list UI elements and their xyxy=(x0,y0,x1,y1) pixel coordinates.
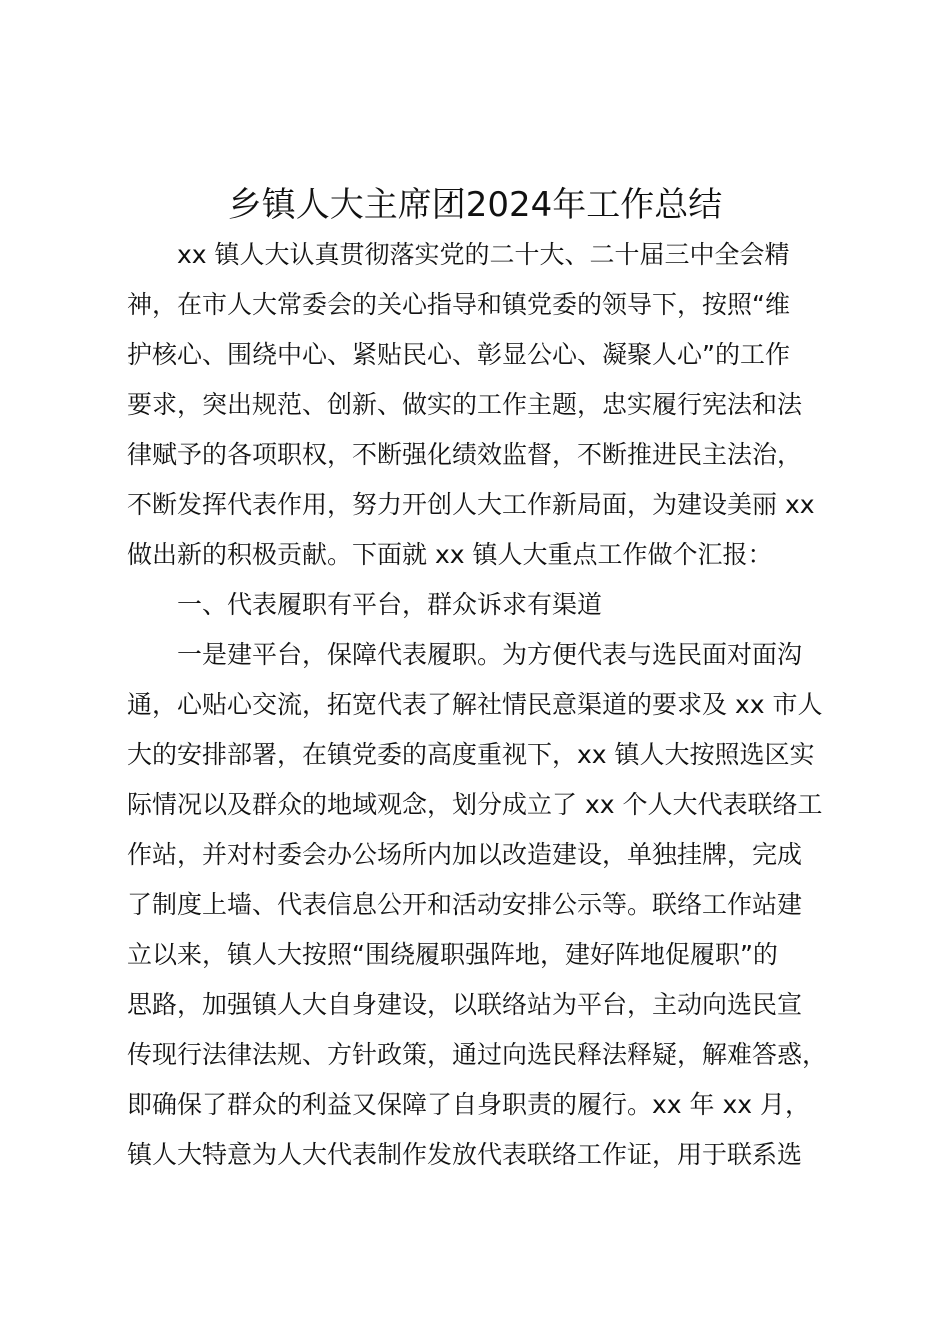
paragraph-line: 了制度上墙、代表信息公开和活动安排公示等。联络工作站建 xyxy=(127,890,803,919)
paragraph-line: xx 镇人大认真贯彻落实党的二十大、二十届三中全会精 xyxy=(177,240,790,269)
paragraph-line: 大的安排部署，在镇党委的高度重视下，xx 镇人大按照选区实 xyxy=(127,740,815,769)
paragraph-line: 做出新的积极贡献。下面就 xx 镇人大重点工作做个汇报： xyxy=(127,540,773,569)
paragraph-line: 立以来，镇人大按照“围绕履职强阵地，建好阵地促履职”的 xyxy=(127,940,778,969)
paragraph-line: 即确保了群众的利益又保障了自身职责的履行。xx 年 xx 月， xyxy=(127,1090,811,1119)
paragraph-line: 护核心、围绕中心、紧贴民心、彰显公心、凝聚人心”的工作 xyxy=(127,340,790,369)
paragraph-line: 传现行法律法规、方针政策，通过向选民释法释疑，解难答惑， xyxy=(127,1040,828,1069)
paragraph-line: 际情况以及群众的地域观念，划分成立了 xx 个人大代表联络工 xyxy=(127,790,823,819)
paragraph-line: 要求，突出规范、创新、做实的工作主题，忠实履行宪法和法 xyxy=(127,390,803,419)
paragraph-line: 思路，加强镇人大自身建设，以联络站为平台，主动向选民宣 xyxy=(127,990,803,1019)
paragraph-line: 不断发挥代表作用，努力开创人大工作新局面，为建设美丽 xx xyxy=(127,490,815,519)
paragraph-line: 镇人大特意为人大代表制作发放代表联络工作证，用于联系选 xyxy=(127,1140,803,1169)
section-heading: 一、代表履职有平台，群众诉求有渠道 xyxy=(177,590,603,619)
document-title: 乡镇人大主席团2024年工作总结 xyxy=(227,185,723,225)
paragraph-line: 神，在市人大常委会的关心指导和镇党委的领导下，按照“维 xyxy=(127,290,790,319)
paragraph-line: 通，心贴心交流，拓宽代表了解社情民意渠道的要求及 xx 市人 xyxy=(127,690,823,719)
paragraph-line: 一是建平台，保障代表履职。为方便代表与选民面对面沟 xyxy=(177,640,803,669)
paragraph-line: 律赋予的各项职权，不断强化绩效监督，不断推进民主法治， xyxy=(127,440,803,469)
paragraph-line: 作站，并对村委会办公场所内加以改造建设，单独挂牌，完成 xyxy=(127,840,803,869)
